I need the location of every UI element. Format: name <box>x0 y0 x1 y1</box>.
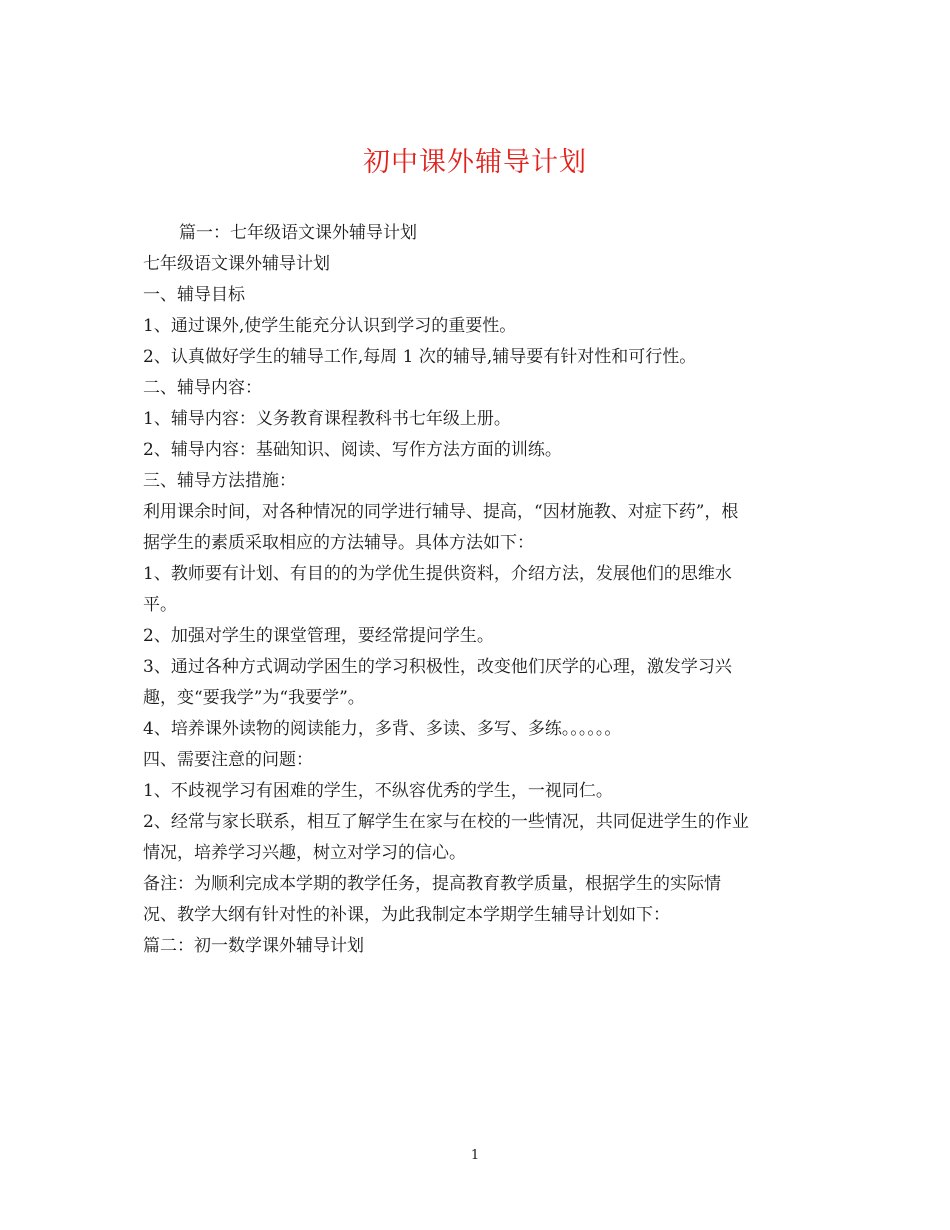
paragraph-line: 趣，变“要我学”为“我要学”。 <box>143 688 365 708</box>
paragraph-line: 1、通过课外,使学生能充分认识到学习的重要性。 <box>143 316 517 336</box>
note-line: 备注：为顺利完成本学期的教学任务，提高教育教学质量，根据学生的实际情 <box>143 874 721 894</box>
document-title: 初中课外辅导计划 <box>363 147 587 178</box>
paragraph-line: 利用课余时间，对各种情况的同学进行辅导、提高，“因材施教、对症下药”，根 <box>143 502 739 522</box>
paragraph-line: 情况，培养学习兴趣，树立对学习的信心。 <box>143 843 466 863</box>
paragraph-line: 2、辅导内容：基础知识、阅读、写作方法方面的训练。 <box>143 440 562 460</box>
paragraph-line: 七年级语文课外辅导计划 <box>143 254 330 274</box>
paragraph-line: 1、辅导内容：义务教育课程教科书七年级上册。 <box>143 409 511 429</box>
paragraph-line: 1、不歧视学习有困难的学生，不纵容优秀的学生，一视同仁。 <box>143 781 613 801</box>
paragraph-line: 2、经常与家长联系，相互了解学生在家与在校的一些情况，共同促进学生的作业 <box>143 812 749 832</box>
page-number: 1 <box>470 1148 480 1163</box>
section-heading: 一、辅导目标 <box>143 285 245 305</box>
paragraph-line: 3、通过各种方式调动学困生的学习积极性，改变他们厌学的心理，激发学习兴 <box>143 657 732 677</box>
note-line: 况、教学大纲有针对性的补课，为此我制定本学期学生辅导计划如下： <box>143 905 670 925</box>
section-heading: 三、辅导方法措施： <box>143 471 296 491</box>
section-heading: 四、需要注意的问题： <box>143 750 313 770</box>
paragraph-line: 2、认真做好学生的辅导工作,每周 1 次的辅导,辅导要有针对性和可行性。 <box>143 347 697 367</box>
section-heading-part-one: 篇一：七年级语文课外辅导计划 <box>179 223 417 243</box>
document-body <box>143 218 823 962</box>
paragraph-line: 据学生的素质采取相应的方法辅导。具体方法如下： <box>143 533 534 553</box>
paragraph-line: 平。 <box>143 595 177 615</box>
paragraph-line: 1、教师要有计划、有目的的为学优生提供资料，介绍方法，发展他们的思维水 <box>143 564 732 584</box>
section-heading-part-two: 篇二：初一数学课外辅导计划 <box>143 936 364 956</box>
paragraph-line: 4、培养课外读物的阅读能力，多背、多读、多写、多练。。。。。。 <box>143 719 622 739</box>
paragraph-line: 2、加强对学生的课堂管理，要经常提问学生。 <box>143 626 494 646</box>
section-heading: 二、辅导内容： <box>143 378 262 398</box>
